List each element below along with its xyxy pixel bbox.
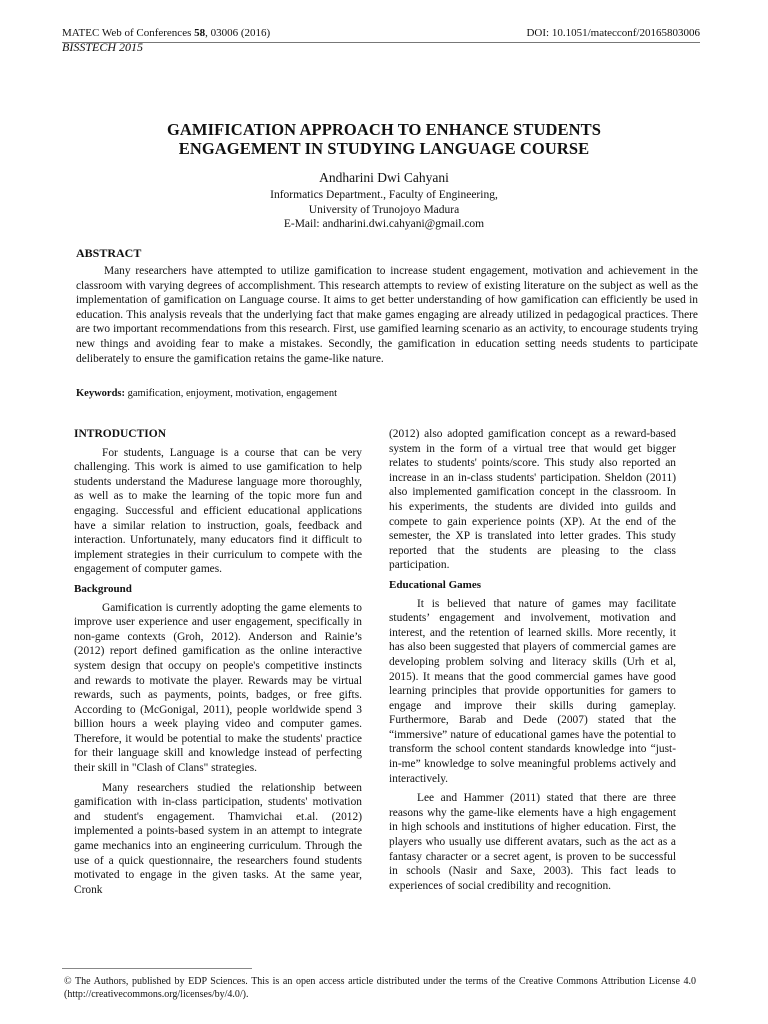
- educational-games-paragraph-1: It is believed that nature of games may facilitate students’ engagement and involvement, motivation and interest, and the retention of learned skills. More recently, it has also been suggested that players of commercial games are developing problem solving and literacy skills (Urh et al, 2015). It means that the good commercial games have good learning principles that provide opportunities for gamers to engage and improve their skills during gameplay. Furthermore, Barab and Dede (2007) stated that the “immersive” nature of educational games have the potential to transform the school content standards knowledge into “just-in-me” knowledge to solve meaningful problems actively and interactively.: [389, 597, 676, 785]
- license-footer: © The Authors, published by EDP Sciences. This is an open access article distributed under the terms of the Creative Commons Attribution License 4.0 (http://creativecommons.org/licenses/by/4.0/).: [64, 976, 696, 1000]
- journal-name: MATEC Web of Conferences: [62, 27, 192, 39]
- educational-games-heading: Educational Games: [389, 578, 481, 591]
- journal-citation: [62, 26, 270, 40]
- conference-name: BISSTECH 2015: [62, 40, 143, 54]
- author-name: Andharini Dwi Cahyani: [319, 170, 449, 185]
- title-line-1: GAMIFICATION APPROACH TO ENHANCE STUDENTS: [166, 120, 602, 139]
- doi-link[interactable]: DOI: 10.1051/matecconf/20165803006: [526, 27, 700, 39]
- header-divider: [62, 42, 700, 43]
- affiliation-department: Informatics Department., Faculty of Engineering,: [270, 189, 498, 201]
- educational-games-paragraph-2: Lee and Hammer (2011) stated that there are three reasons why the game-like elements have a high engagement in high schools and institutions of higher education. First, the players who usually use different avatars, such as the act as a fantasy character or a secret agent, is proven to be successful in schools (Nasir and Saxe, 2003). This fact leads to experiences of social credibility and recognition.: [389, 792, 676, 892]
- title-line-2: ENGAGEMENT IN STUDYING LANGUAGE COURSE: [178, 139, 590, 158]
- left-column: [74, 427, 362, 902]
- keywords-label: Keywords:: [76, 388, 125, 399]
- paper-title: [62, 120, 706, 158]
- background-paragraph-2: Many researchers studied the relationship between gamification with in-class participation, students' motivation and student's engagement. Thamvichai et.al. (2012) implemented a points-based system in an attempt to integrate game mechanics into an engineering curriculum. Through the use of a quick questionnaire, the researchers found students motivated to engage in the given tasks. At the same year, Cronk: [74, 781, 362, 896]
- background-paragraph-1: Gamification is currently adopting the game elements to improve user experience and user engagement, specifically in non-game contexts (Groh, 2012). Anderson and Rainie’s (2012) report defined gamification as the online interactive system design that occupy on people's competitive instincts and rewards to motivate the player. Rewards may be virtual rewards, such as payments, points, badges, or free gifts. According to (McGonigal, 2011), people worldwide spend 3 billion hours a week playing video and computer games. Therefore, it would be potential to make the students' practice for their language skill and knowledge instead of perfecting their skill in "Clash of Clans" strategies.: [74, 601, 362, 775]
- article-number: , 03006 (2016): [205, 27, 271, 39]
- keywords-list: gamification, enjoyment, motivation, engagement: [125, 388, 337, 399]
- keywords-line: [76, 388, 337, 399]
- introduction-paragraph: For students, Language is a course that can be very challenging. This work is aimed to use gamification to help students understand the Madurese language more thoroughly, as well as to make the learning of the topic more fun and engaging. Successful and efficient educational applications have a similar relation to instruction, goals, feedback and interaction. Unfortunately, many educators find it difficult to implement strategies in their curriculum to compete with the engagement of computer games.: [74, 446, 362, 576]
- affiliation-university: University of Trunojoyo Madura: [308, 203, 460, 216]
- author-affiliation: [62, 188, 706, 232]
- footer-divider: [62, 968, 252, 969]
- author-email[interactable]: E-Mail: andharini.dwi.cahyani@gmail.com: [283, 218, 485, 230]
- running-header-left: [62, 26, 270, 54]
- right-column: [389, 427, 676, 898]
- background-heading: Background: [74, 582, 132, 595]
- abstract-heading: ABSTRACT: [76, 246, 142, 260]
- abstract-text: Many researchers have attempted to utilize gamification to increase student engagement, motivation and achievement in the classroom with varying degrees of accomplishment. This research attempts to review of existing literature on the subject as well as the implementation of gamification on Language course. It aims to get better understanding of how gamification can efficiently be used in education. This analysis reveals that the underlying fact that make games engaging are already utilized in pedagogical practices. There are two important recommendations from this research. First, use gamified learning scenario as an activity, to encourage students trying new things and avoiding fear to make a mistakes. Secondly, the gamification in education setting needs students to participate deliberately to ensure the gamification retains the game-like nature.: [76, 265, 698, 365]
- journal-volume: 58: [194, 27, 206, 39]
- background-paragraph-continued: (2012) also adopted gamification concept as a reward-based system in the form of a virtual tree that would get bigger relates to students' points/score. This study also reported an increase in an in-class students' participation. Sheldon (2011) also implemented gamification concept in the classroom. In his experiments, the students are divided into guilds and compete to gain experience points (XP). At the end of the semester, the XP is translated into letter grades. This study reported that the students are pleasing to the class participation.: [389, 428, 676, 572]
- introduction-heading: INTRODUCTION: [74, 428, 167, 440]
